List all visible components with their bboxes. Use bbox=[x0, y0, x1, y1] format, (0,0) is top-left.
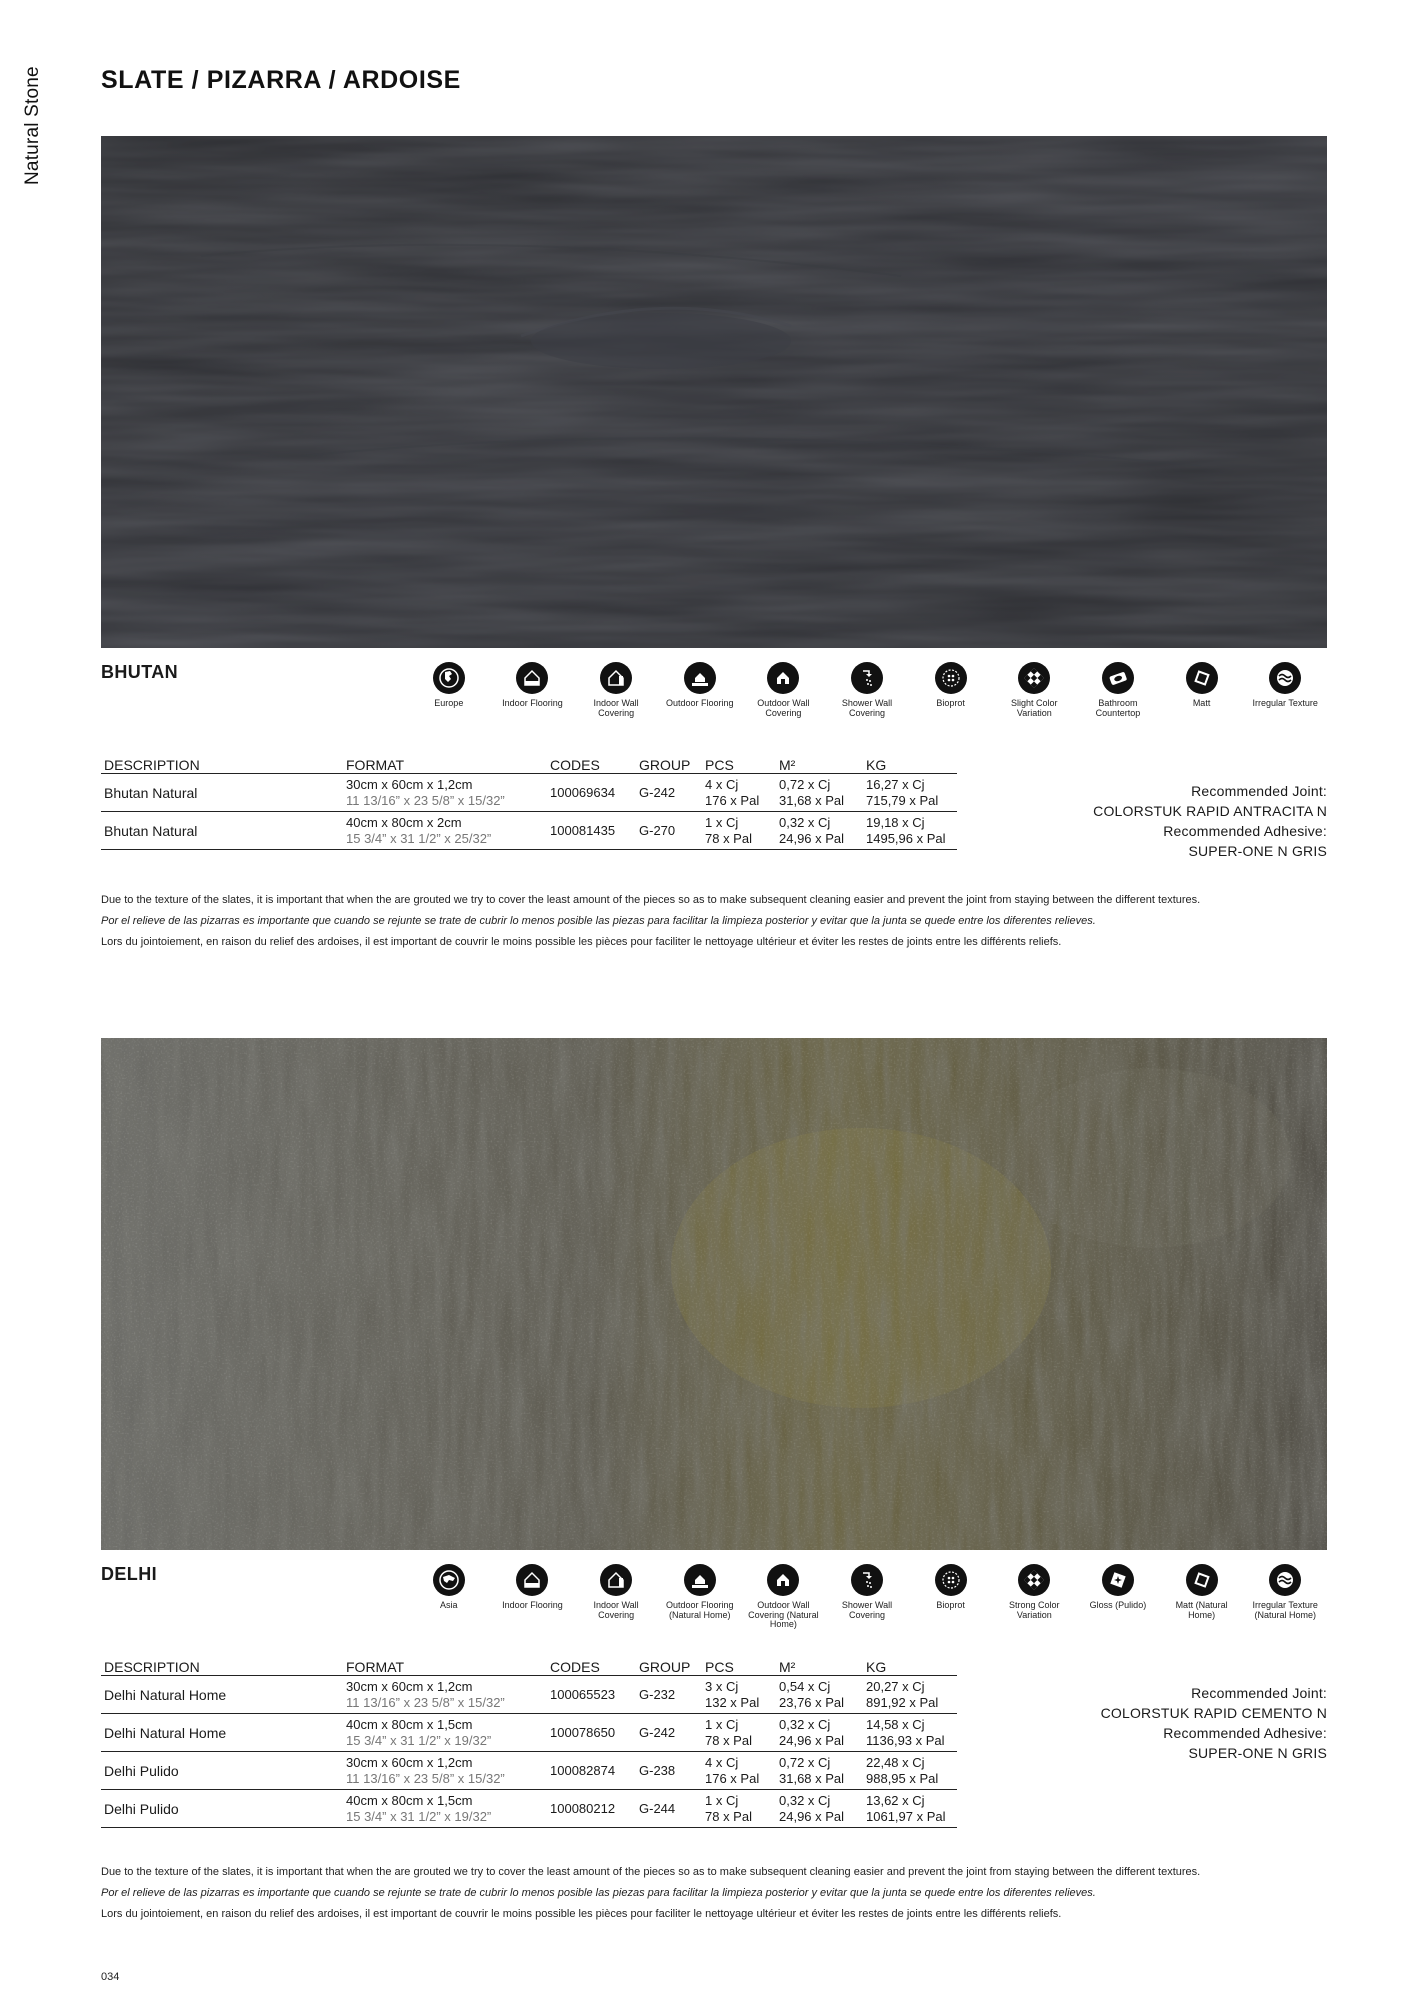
matt-icon bbox=[1186, 1564, 1218, 1596]
cell-m2: 0,54 x Cj 23,76 x Pal bbox=[776, 1676, 863, 1714]
feature-europe: Europe bbox=[407, 662, 491, 718]
cell-description: Delhi Natural Home bbox=[101, 1676, 343, 1714]
feature-bathroom-countertop: Bathroom Countertop bbox=[1076, 662, 1160, 718]
col-header: M² bbox=[776, 756, 863, 774]
joint-label: Recommended Joint: bbox=[1191, 1685, 1327, 1701]
recommended-materials bbox=[1101, 1683, 1327, 1763]
feature-bioprot: Bioprot bbox=[909, 662, 993, 718]
cell-group: G-270 bbox=[636, 812, 702, 850]
cell-pcs: 1 x Cj 78 x Pal bbox=[702, 1790, 776, 1828]
cell-code: 100080212 bbox=[547, 1790, 636, 1828]
joint-label: Recommended Joint: bbox=[1191, 783, 1327, 799]
col-header: CODES bbox=[547, 756, 636, 774]
col-header: DESCRIPTION bbox=[101, 1658, 343, 1676]
cell-code: 100078650 bbox=[547, 1714, 636, 1752]
joint-value: COLORSTUK RAPID CEMENTO N bbox=[1100, 1705, 1327, 1721]
irregular-texture-icon bbox=[1269, 662, 1301, 694]
cell-code: 100069634 bbox=[547, 774, 636, 812]
feature-shower-wall-covering: Shower Wall Covering bbox=[825, 1564, 909, 1630]
cell-m2: 0,32 x Cj 24,96 x Pal bbox=[776, 1790, 863, 1828]
feature-irregular-texture: Irregular Texture (Natural Home) bbox=[1243, 1564, 1327, 1630]
cell-description: Bhutan Natural bbox=[101, 812, 343, 850]
cell-description: Delhi Pulido bbox=[101, 1790, 343, 1828]
cell-kg: 20,27 x Cj 891,92 x Pal bbox=[863, 1676, 957, 1714]
note-french: Lors du jointoiement, en raison du relief des ardoises, il est important de couvrir le moins possible les pièces pour faciliter le nettoyage ultérieur et éviter les restes de joints entre les différents reliefs. bbox=[101, 1908, 1062, 1920]
feature-bioprot: Bioprot bbox=[909, 1564, 993, 1630]
feature-indoor-flooring: Indoor Flooring bbox=[491, 662, 575, 718]
delhi-slate-image bbox=[101, 1038, 1327, 1550]
cell-m2: 0,72 x Cj 31,68 x Pal bbox=[776, 1752, 863, 1790]
cell-pcs: 4 x Cj 176 x Pal bbox=[702, 774, 776, 812]
feature-matt: Matt bbox=[1160, 662, 1244, 718]
feature-icons bbox=[407, 1564, 1327, 1630]
note-french: Lors du jointoiement, en raison du relief des ardoises, il est important de couvrir le moins possible les pièces pour faciliter le nettoyage ultérieur et éviter les restes de joints entre les différents reliefs. bbox=[101, 936, 1062, 948]
note-english: Due to the texture of the slates, it is important that when the are grouted we try to cover the least amount of the pieces so as to make subsequent cleaning easier and prevent the joint from staying between the different textures. bbox=[101, 894, 1201, 906]
product-name: BHUTAN bbox=[101, 662, 179, 682]
adhesive-value: SUPER-ONE N GRIS bbox=[1188, 843, 1327, 859]
bioprot-icon bbox=[935, 1564, 967, 1596]
table-row bbox=[101, 1714, 957, 1752]
cell-format: 30cm x 60cm x 1,2cm 11 13/16” x 23 5/8” x 15/32” bbox=[343, 1676, 547, 1714]
specs-table bbox=[101, 1658, 957, 1828]
table-row bbox=[101, 1752, 957, 1790]
adhesive-label: Recommended Adhesive: bbox=[1163, 823, 1327, 839]
col-header: GROUP bbox=[636, 756, 702, 774]
color-variation-icon bbox=[1018, 1564, 1050, 1596]
col-header: FORMAT bbox=[343, 1658, 547, 1676]
cell-format: 30cm x 60cm x 1,2cm 11 13/16” x 23 5/8” x 15/32” bbox=[343, 1752, 547, 1790]
product-name: DELHI bbox=[101, 1564, 157, 1584]
note-spanish: Por el relieve de las pizarras es importante que cuando se rejunte se trate de cubrir lo menos posible las piezas para facilitar la limpieza posterior y evitar que la junta se quede entre los diferentes relieves. bbox=[101, 915, 1096, 927]
col-header: M² bbox=[776, 1658, 863, 1676]
feature-icons bbox=[407, 662, 1327, 718]
feature-outdoor-flooring: Outdoor Flooring bbox=[658, 662, 742, 718]
note-spanish: Por el relieve de las pizarras es importante que cuando se rejunte se trate de cubrir lo menos posible las piezas para facilitar la limpieza posterior y evitar que la junta se quede entre los diferentes relieves. bbox=[101, 1887, 1096, 1899]
note-english: Due to the texture of the slates, it is important that when the are grouted we try to cover the least amount of the pieces so as to make subsequent cleaning easier and prevent the joint from staying between the different textures. bbox=[101, 1866, 1201, 1878]
feature-color-variation: Slight Color Variation bbox=[992, 662, 1076, 718]
cell-description: Delhi Pulido bbox=[101, 1752, 343, 1790]
adhesive-value: SUPER-ONE N GRIS bbox=[1188, 1745, 1327, 1761]
cell-kg: 22,48 x Cj 988,95 x Pal bbox=[863, 1752, 957, 1790]
cell-code: 100081435 bbox=[547, 812, 636, 850]
bhutan-slate-image bbox=[101, 136, 1327, 648]
cell-group: G-238 bbox=[636, 1752, 702, 1790]
globe-asia-icon bbox=[433, 1564, 465, 1596]
feature-outdoor-wall-covering: Outdoor Wall Covering (Natural Home) bbox=[742, 1564, 826, 1630]
cell-group: G-244 bbox=[636, 1790, 702, 1828]
outdoor-wall-covering-icon bbox=[767, 1564, 799, 1596]
cell-pcs: 4 x Cj 176 x Pal bbox=[702, 1752, 776, 1790]
color-variation-icon bbox=[1018, 662, 1050, 694]
indoor-flooring-icon bbox=[516, 662, 548, 694]
col-header: KG bbox=[863, 1658, 957, 1676]
shower-wall-covering-icon bbox=[851, 662, 883, 694]
col-header: DESCRIPTION bbox=[101, 756, 343, 774]
irregular-texture-icon bbox=[1269, 1564, 1301, 1596]
feature-irregular-texture: Irregular Texture bbox=[1243, 662, 1327, 718]
page-number: 034 bbox=[101, 1971, 120, 1983]
table-row bbox=[101, 1676, 957, 1714]
feature-outdoor-wall-covering: Outdoor Wall Covering bbox=[742, 662, 826, 718]
outdoor-wall-covering-icon bbox=[767, 662, 799, 694]
cell-format: 40cm x 80cm x 2cm 15 3/4” x 31 1/2” x 25/32” bbox=[343, 812, 547, 850]
col-header: PCS bbox=[702, 756, 776, 774]
shower-wall-covering-icon bbox=[851, 1564, 883, 1596]
col-header: FORMAT bbox=[343, 756, 547, 774]
cell-code: 100082874 bbox=[547, 1752, 636, 1790]
cell-kg: 14,58 x Cj 1136,93 x Pal bbox=[863, 1714, 957, 1752]
specs-table bbox=[101, 756, 957, 850]
cell-pcs: 1 x Cj 78 x Pal bbox=[702, 1714, 776, 1752]
cell-kg: 19,18 x Cj 1495,96 x Pal bbox=[863, 812, 957, 850]
outdoor-flooring-icon bbox=[684, 662, 716, 694]
feature-indoor-flooring: Indoor Flooring bbox=[491, 1564, 575, 1630]
bathroom-countertop-icon bbox=[1102, 662, 1134, 694]
outdoor-flooring-icon bbox=[684, 1564, 716, 1596]
table-header-row bbox=[101, 1658, 957, 1676]
indoor-wall-covering-icon bbox=[600, 1564, 632, 1596]
recommended-materials bbox=[1093, 781, 1327, 861]
col-header: GROUP bbox=[636, 1658, 702, 1676]
col-header: CODES bbox=[547, 1658, 636, 1676]
adhesive-label: Recommended Adhesive: bbox=[1163, 1725, 1327, 1741]
globe-europe-icon bbox=[433, 662, 465, 694]
cell-m2: 0,32 x Cj 24,96 x Pal bbox=[776, 1714, 863, 1752]
feature-matt: Matt (Natural Home) bbox=[1160, 1564, 1244, 1630]
col-header: KG bbox=[863, 756, 957, 774]
col-header: PCS bbox=[702, 1658, 776, 1676]
matt-icon bbox=[1186, 662, 1218, 694]
indoor-wall-covering-icon bbox=[600, 662, 632, 694]
cell-format: 40cm x 80cm x 1,5cm 15 3/4” x 31 1/2” x 19/32” bbox=[343, 1790, 547, 1828]
cell-kg: 13,62 x Cj 1061,97 x Pal bbox=[863, 1790, 957, 1828]
cell-group: G-242 bbox=[636, 774, 702, 812]
grouting-notes bbox=[101, 1862, 1327, 1925]
cell-pcs: 3 x Cj 132 x Pal bbox=[702, 1676, 776, 1714]
cell-group: G-242 bbox=[636, 1714, 702, 1752]
feature-outdoor-flooring: Outdoor Flooring (Natural Home) bbox=[658, 1564, 742, 1630]
cell-kg: 16,27 x Cj 715,79 x Pal bbox=[863, 774, 957, 812]
cell-pcs: 1 x Cj 78 x Pal bbox=[702, 812, 776, 850]
cell-code: 100065523 bbox=[547, 1676, 636, 1714]
cell-description: Delhi Natural Home bbox=[101, 1714, 343, 1752]
feature-gloss: Gloss (Pulido) bbox=[1076, 1564, 1160, 1630]
table-row bbox=[101, 1790, 957, 1828]
feature-indoor-wall-covering: Indoor Wall Covering bbox=[574, 1564, 658, 1630]
joint-value: COLORSTUK RAPID ANTRACITA N bbox=[1093, 803, 1327, 819]
feature-asia: Asia bbox=[407, 1564, 491, 1630]
cell-format: 30cm x 60cm x 1,2cm 11 13/16” x 23 5/8” x 15/32” bbox=[343, 774, 547, 812]
indoor-flooring-icon bbox=[516, 1564, 548, 1596]
gloss-icon bbox=[1102, 1564, 1134, 1596]
side-section-label: Natural Stone bbox=[22, 66, 43, 185]
feature-shower-wall-covering: Shower Wall Covering bbox=[825, 662, 909, 718]
cell-m2: 0,72 x Cj 31,68 x Pal bbox=[776, 774, 863, 812]
bioprot-icon bbox=[935, 662, 967, 694]
feature-color-variation: Strong Color Variation bbox=[992, 1564, 1076, 1630]
cell-description: Bhutan Natural bbox=[101, 774, 343, 812]
table-row bbox=[101, 812, 957, 850]
page-title: SLATE / PIZARRA / ARDOISE bbox=[101, 66, 461, 94]
feature-indoor-wall-covering: Indoor Wall Covering bbox=[574, 662, 658, 718]
cell-format: 40cm x 80cm x 1,5cm 15 3/4” x 31 1/2” x 19/32” bbox=[343, 1714, 547, 1752]
grouting-notes bbox=[101, 890, 1327, 953]
cell-group: G-232 bbox=[636, 1676, 702, 1714]
table-row bbox=[101, 774, 957, 812]
cell-m2: 0,32 x Cj 24,96 x Pal bbox=[776, 812, 863, 850]
table-header-row bbox=[101, 756, 957, 774]
